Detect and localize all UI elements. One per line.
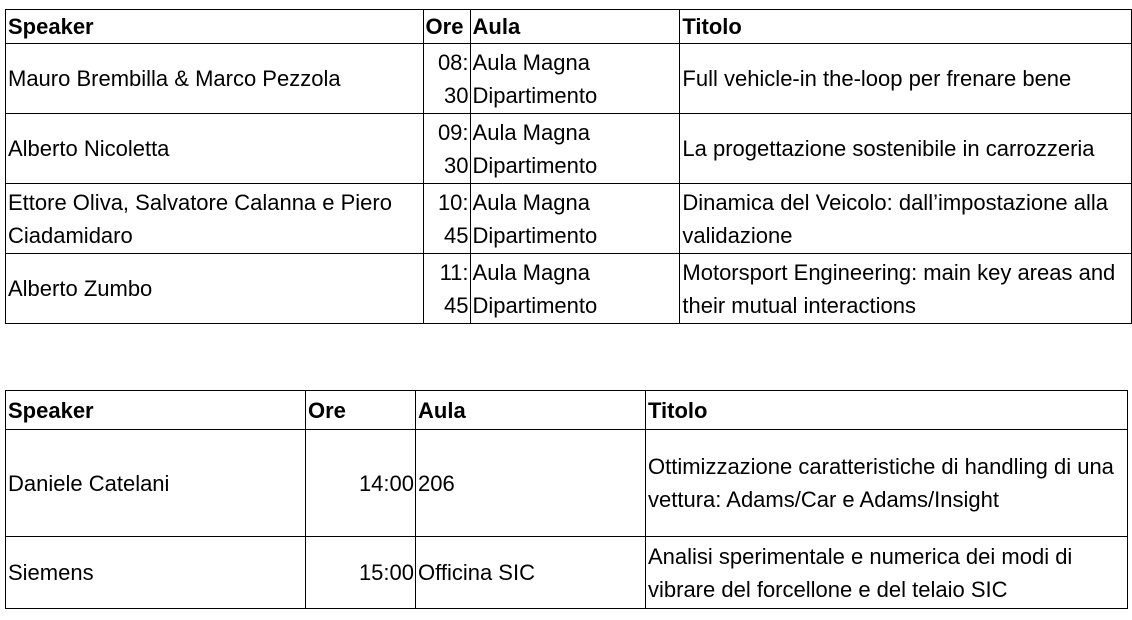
- titolo-cell: La progettazione sostenibile in carrozzeria: [680, 114, 1132, 184]
- speaker-cell: Alberto Nicoletta: [6, 114, 424, 184]
- aula-cell: [470, 114, 680, 184]
- afternoon-schedule-table: [5, 390, 1128, 609]
- titolo-cell: Dinamica del Veicolo: dall’impostazione alla validazione: [680, 184, 1132, 254]
- aula-line-1: Aula Magna: [472, 119, 590, 145]
- titolo-cell: Ottimizzazione caratteristiche di handling di una vettura: Adams/Car e Adams/Insight: [646, 430, 1128, 537]
- table-row: [6, 184, 1132, 254]
- speaker-cell: Mauro Brembilla & Marco Pezzola: [6, 44, 424, 114]
- speaker-cell: Daniele Catelani: [6, 430, 306, 537]
- table-row: [6, 254, 1132, 324]
- header-speaker: Speaker: [6, 10, 424, 44]
- morning-schedule-table: [5, 9, 1132, 324]
- titolo-cell: Analisi sperimentale e numerica dei modi di vibrare del forcellone e del telaio SIC: [646, 537, 1128, 609]
- ore-value: 11:45: [439, 259, 469, 318]
- ore-value: 10:45: [437, 189, 469, 248]
- aula-cell: 206: [416, 430, 646, 537]
- speaker-cell: Ettore Oliva, Salvatore Calanna e Piero Ciadamidaro: [6, 184, 424, 254]
- table-header-row: [6, 10, 1132, 44]
- titolo-cell: Full vehicle-in the-loop per frenare bene: [680, 44, 1132, 114]
- aula-line-1: Aula Magna: [472, 259, 590, 285]
- header-titolo: Titolo: [646, 391, 1128, 430]
- table-row: [6, 114, 1132, 184]
- ore-cell: [423, 184, 470, 254]
- ore-cell: [423, 44, 470, 114]
- aula-line-2: Dipartimento: [472, 152, 598, 178]
- aula-cell: [470, 44, 680, 114]
- aula-line-2: Dipartimento: [472, 292, 598, 318]
- ore-cell: 14:00: [306, 430, 416, 537]
- aula-line-1: Aula Magna: [472, 49, 590, 75]
- table-header-row: [6, 391, 1128, 430]
- ore-cell: [423, 254, 470, 324]
- ore-value: 08:30: [437, 49, 469, 108]
- header-ore: Ore: [423, 10, 470, 44]
- table-row: [6, 44, 1132, 114]
- aula-line-2: Dipartimento: [472, 222, 598, 248]
- header-speaker: Speaker: [6, 391, 306, 430]
- aula-cell: Officina SIC: [416, 537, 646, 609]
- table-row: [6, 430, 1128, 537]
- speaker-cell: Siemens: [6, 537, 306, 609]
- ore-cell: [423, 114, 470, 184]
- titolo-cell: Motorsport Engineering: main key areas and their mutual interactions: [680, 254, 1132, 324]
- header-aula: Aula: [470, 10, 680, 44]
- header-titolo: Titolo: [680, 10, 1132, 44]
- ore-cell: 15:00: [306, 537, 416, 609]
- header-aula: Aula: [416, 391, 646, 430]
- speaker-cell: Alberto Zumbo: [6, 254, 424, 324]
- header-ore: Ore: [306, 391, 416, 430]
- aula-cell: [470, 254, 680, 324]
- aula-line-1: Aula Magna: [472, 189, 590, 215]
- table-row: [6, 537, 1128, 609]
- aula-line-2: Dipartimento: [472, 82, 598, 108]
- aula-cell: [470, 184, 680, 254]
- ore-value: 09:30: [437, 119, 469, 178]
